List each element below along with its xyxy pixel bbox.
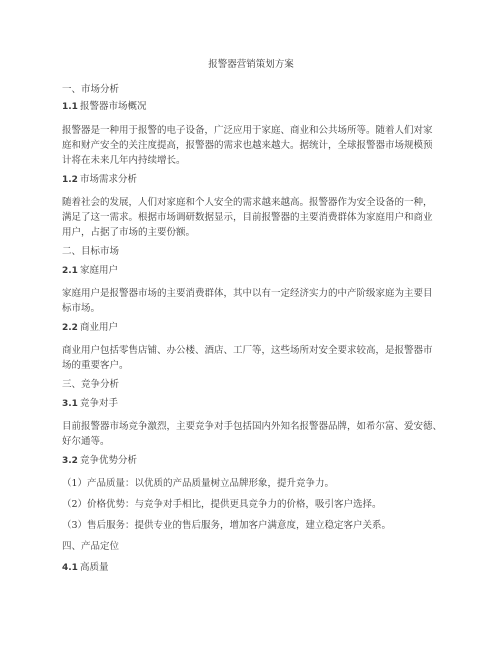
paragraph-line: 报警器是一种用于报警的电子设备，广泛应用于家庭、商业和公共场所等。随着人们对家 <box>62 125 433 136</box>
subsection-number: 4.1 <box>62 563 78 573</box>
subsection-number: 1.1 <box>62 102 78 112</box>
paragraph-line: 目前报警器市场竞争激烈，主要竞争对手包括国内外知名报警器品牌，如希尔富、爱安德、 <box>62 421 443 432</box>
subsection-title: 竞争对手 <box>79 398 118 409</box>
subsection-title: 报警器市场概况 <box>79 101 147 112</box>
list-item: （1）产品质量：以优质的产品质量树立品牌形象，提升竞争力。 <box>62 478 335 489</box>
list-item: （2）价格优势：与竞争对手相比，提供更具竞争力的价格，吸引客户选择。 <box>62 499 382 510</box>
subsection-title: 高质量 <box>79 562 109 573</box>
subsection-number: 3.2 <box>62 456 78 466</box>
paragraph-line: 计将在未来几年内持续增长。 <box>62 155 186 166</box>
subsection-title: 市场需求分析 <box>79 174 137 185</box>
subsection-heading-2-1 <box>62 264 118 278</box>
document-title: 报警器营销策划方案 <box>208 59 294 70</box>
paragraph-line: 满足了这一需求。根据市场调研数据显示，目前报警器的主要消费群体为家庭用户和商业 <box>62 212 433 223</box>
subsection-heading-3-2 <box>62 454 137 468</box>
section-heading-target-market: 二、目标市场 <box>62 246 120 257</box>
subsection-heading-3-1 <box>62 397 118 411</box>
subsection-title: 商业用户 <box>79 322 118 333</box>
subsection-number: 2.2 <box>62 323 78 333</box>
subsection-title: 家庭用户 <box>79 265 118 276</box>
paragraph-line: 好尔通等。 <box>62 436 110 447</box>
paragraph-line: 商业用户包括零售店铺、办公楼、酒店、工厂等，这些场所对安全要求较高，是报警器市 <box>62 345 433 356</box>
paragraph-line: 随着社会的发展，人们对家庭和个人安全的需求越来越高。报警器作为安全设备的一种， <box>62 197 433 208</box>
subsection-heading-2-2 <box>62 321 118 335</box>
subsection-heading-1-1 <box>62 100 146 114</box>
list-item: （3）售后服务：提供专业的售后服务，增加客户满意度，建立稳定客户关系。 <box>62 520 392 531</box>
section-heading-competition-analysis: 三、竞争分析 <box>62 379 120 390</box>
section-heading-product-positioning: 四、产品定位 <box>62 541 120 552</box>
paragraph-line: 家庭用户是报警器市场的主要消费群体，其中以有一定经济实力的中产阶级家庭为主要目 <box>62 288 433 299</box>
paragraph-line: 标市场。 <box>62 303 101 314</box>
paragraph-line: 庭和财产安全的关注度提高，报警器的需求也越来越大。据统计，全球报警器市场规模预 <box>62 140 433 151</box>
paragraph-line: 场的重要客户。 <box>62 360 129 371</box>
subsection-heading-1-2 <box>62 173 137 187</box>
subsection-number: 3.1 <box>62 399 78 409</box>
subsection-title: 竞争优势分析 <box>79 455 137 466</box>
paragraph-line: 用户，占据了市场的主要份额。 <box>62 227 196 238</box>
subsection-number: 1.2 <box>62 175 78 185</box>
section-heading-market-analysis: 一、市场分析 <box>62 84 120 95</box>
subsection-number: 2.1 <box>62 266 78 276</box>
subsection-heading-4-1 <box>62 561 108 575</box>
